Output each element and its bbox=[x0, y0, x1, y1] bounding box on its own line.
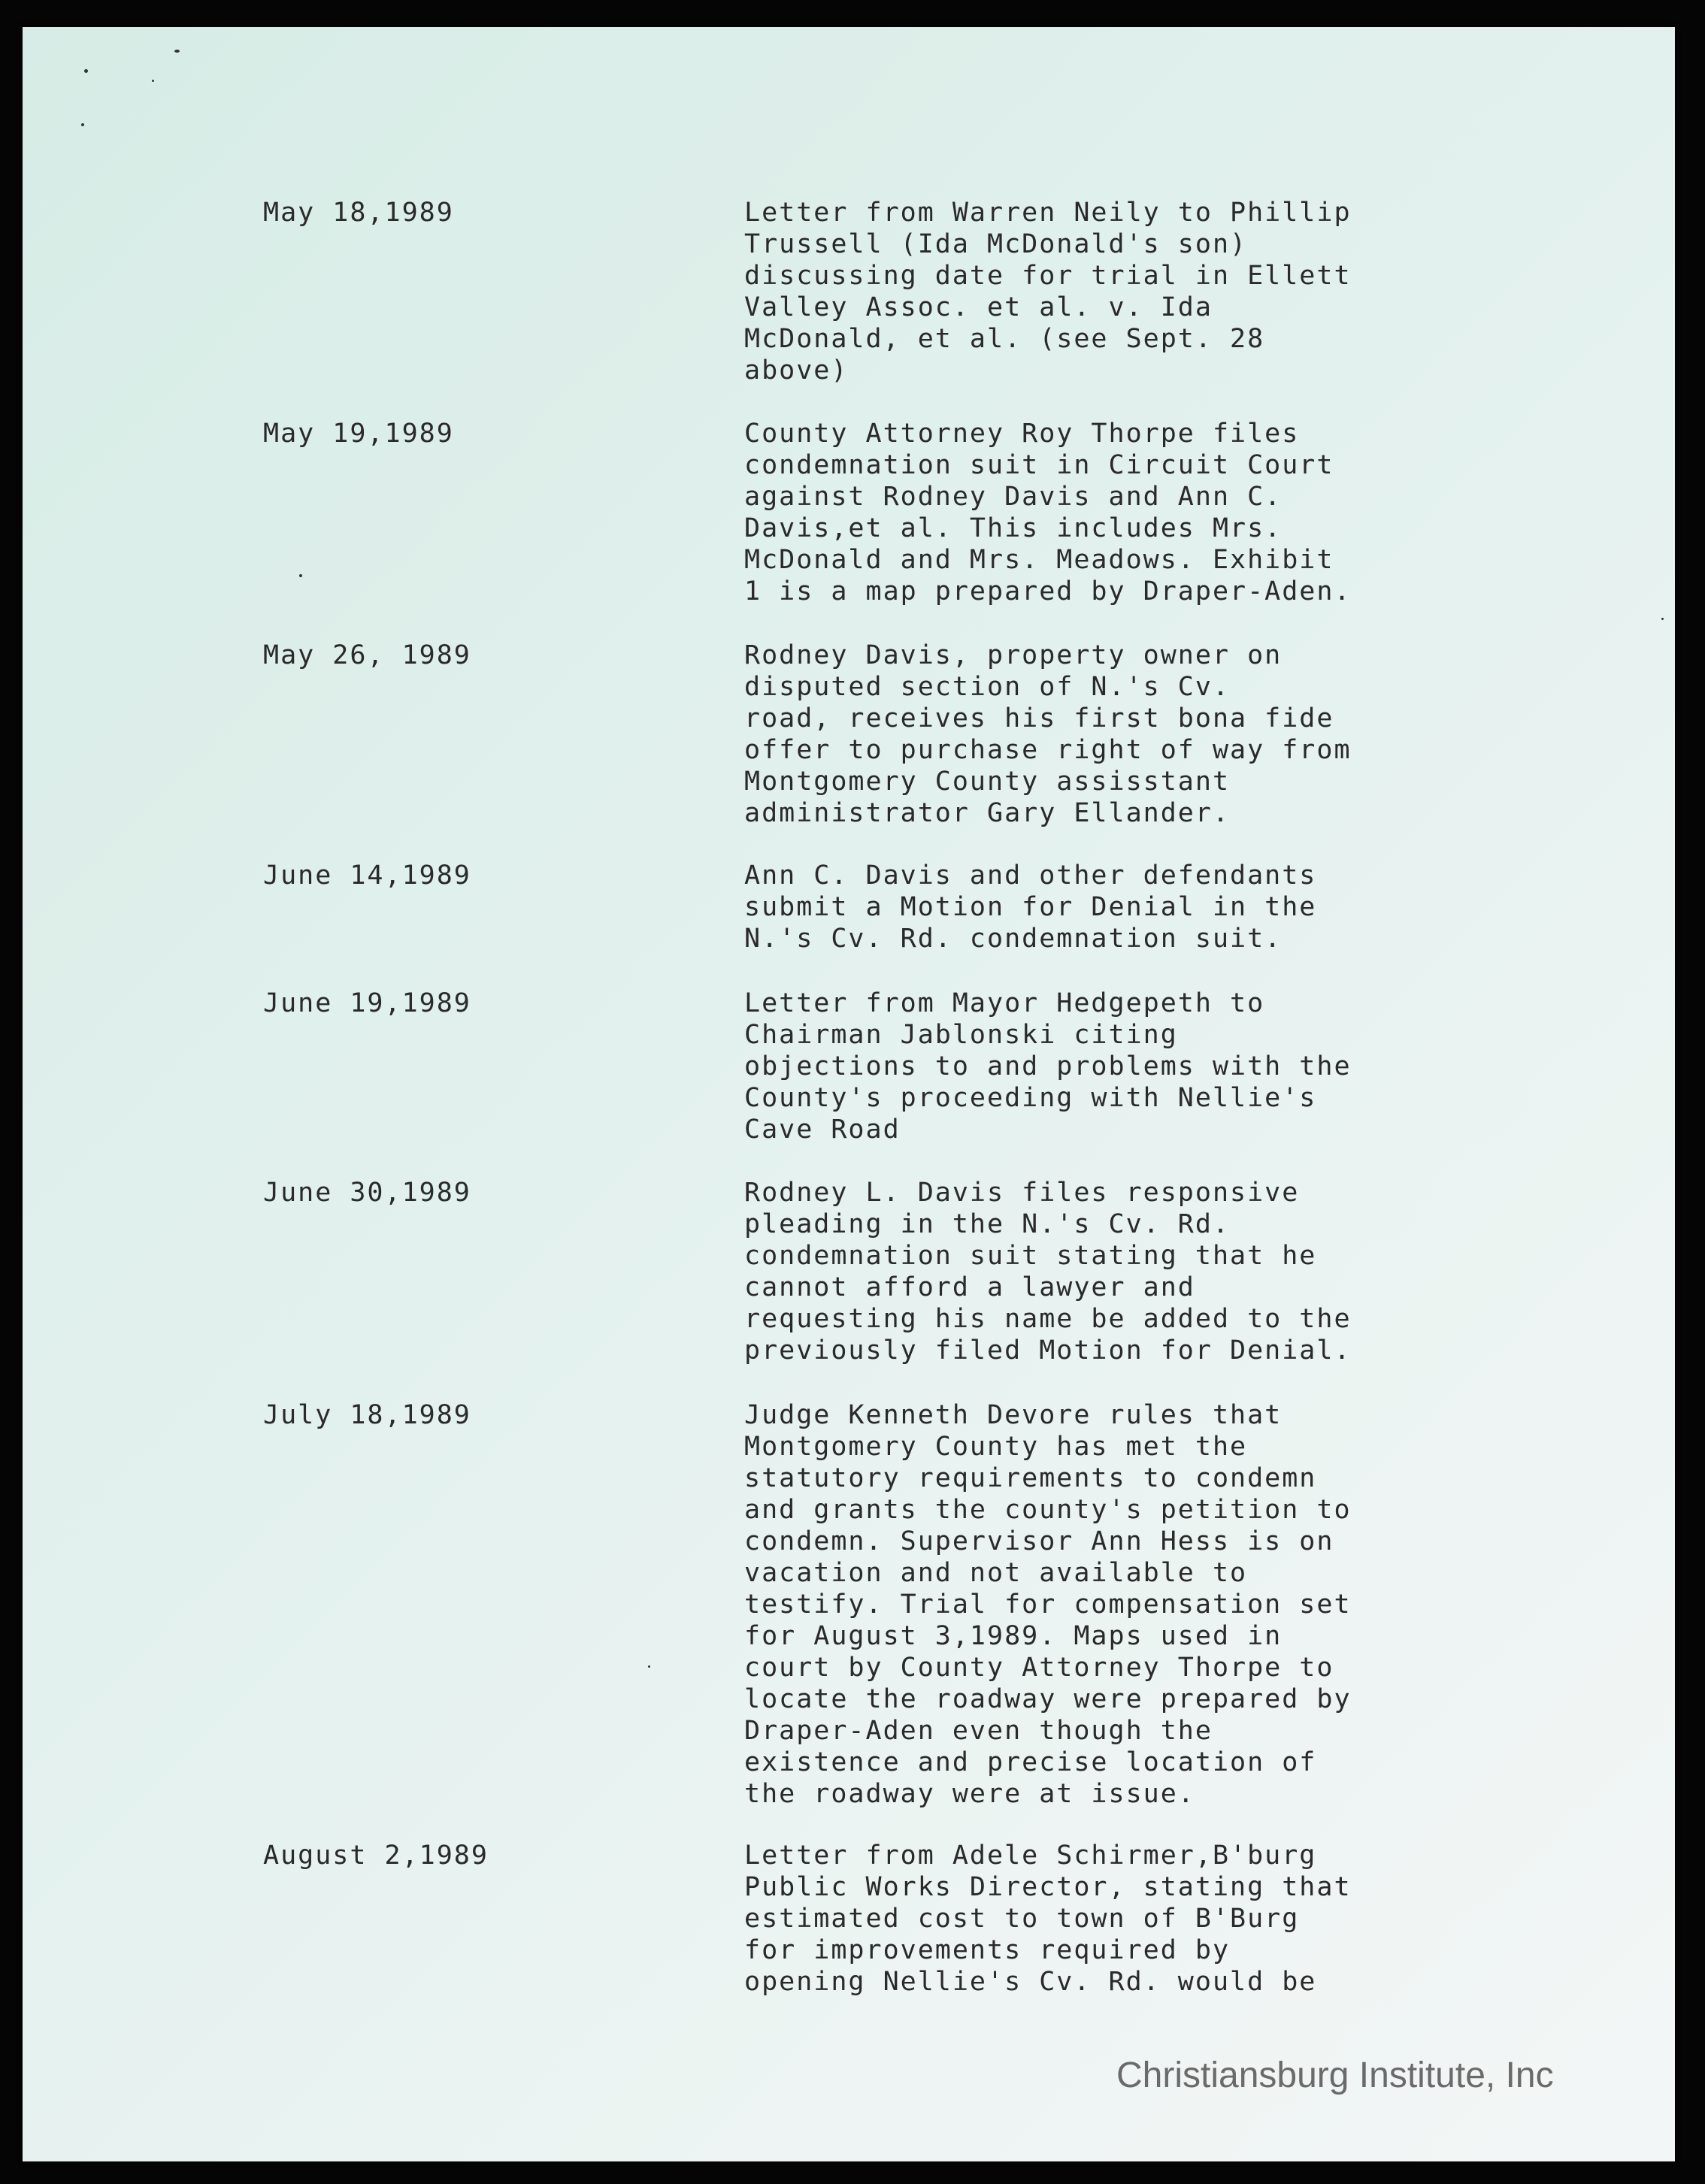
description-line: McDonald, et al. (see Sept. 28 bbox=[744, 324, 1265, 354]
description-line: existence and precise location of bbox=[744, 1747, 1317, 1777]
description-line: statutory requirements to condemn bbox=[744, 1463, 1317, 1493]
paper-speck bbox=[648, 1665, 650, 1668]
description-line: disputed section of N.'s Cv. bbox=[744, 672, 1231, 702]
description-line: Rodney L. Davis files responsive bbox=[744, 1178, 1300, 1208]
description-line: against Rodney Davis and Ann C. bbox=[744, 482, 1283, 512]
entry-date: June 19,1989 bbox=[263, 988, 471, 1018]
description-line: the roadway were at issue. bbox=[744, 1779, 1195, 1809]
description-line: vacation and not available to bbox=[744, 1558, 1248, 1588]
description-line: estimated cost to town of B'Burg bbox=[744, 1904, 1300, 1934]
paper-speck bbox=[299, 574, 302, 577]
entry-description bbox=[744, 418, 1481, 607]
description-line: Davis,et al. This includes Mrs. bbox=[744, 513, 1283, 543]
description-line: condemnation suit in Circuit Court bbox=[744, 450, 1334, 480]
entry-description bbox=[744, 640, 1481, 829]
description-line: County Attorney Roy Thorpe files bbox=[744, 419, 1300, 449]
description-line: 1 is a map prepared by Draper-Aden. bbox=[744, 576, 1352, 606]
description-line: requesting his name be added to the bbox=[744, 1304, 1352, 1334]
description-line: Ann C. Davis and other defendants bbox=[744, 861, 1317, 891]
paper-speck bbox=[152, 80, 154, 82]
description-line: for improvements required by bbox=[744, 1935, 1231, 1965]
description-line: Letter from Mayor Hedgepeth to bbox=[744, 988, 1265, 1018]
description-line: Letter from Adele Schirmer,B'burg bbox=[744, 1841, 1317, 1871]
description-line: condemnation suit stating that he bbox=[744, 1241, 1317, 1271]
description-line: opening Nellie's Cv. Rd. would be bbox=[744, 1967, 1317, 1997]
description-line: County's proceeding with Nellie's bbox=[744, 1083, 1317, 1113]
description-line: Cave Road bbox=[744, 1115, 901, 1145]
description-line: N.'s Cv. Rd. condemnation suit. bbox=[744, 924, 1283, 954]
description-line: court by County Attorney Thorpe to bbox=[744, 1653, 1334, 1683]
description-line: Valley Assoc. et al. v. Ida bbox=[744, 292, 1213, 322]
description-line: administrator Gary Ellander. bbox=[744, 798, 1231, 828]
description-line: road, receives his first bona fide bbox=[744, 703, 1334, 734]
description-line: for August 3,1989. Maps used in bbox=[744, 1621, 1283, 1651]
description-line: offer to purchase right of way from bbox=[744, 735, 1352, 765]
document-page bbox=[23, 27, 1675, 2161]
description-line: Rodney Davis, property owner on bbox=[744, 640, 1283, 670]
entry-date: June 14,1989 bbox=[263, 861, 471, 891]
watermark: Christiansburg Institute, Inc bbox=[1116, 2055, 1554, 2095]
paper-speck bbox=[174, 50, 180, 53]
description-line: cannot afford a lawyer and bbox=[744, 1272, 1195, 1302]
entry-description bbox=[744, 860, 1481, 954]
entry-date: July 18,1989 bbox=[263, 1400, 471, 1430]
entry-description bbox=[744, 1177, 1481, 1366]
description-line: Montgomery County has met the bbox=[744, 1432, 1248, 1462]
description-line: McDonald and Mrs. Meadows. Exhibit bbox=[744, 545, 1334, 575]
entry-date: August 2,1989 bbox=[263, 1841, 489, 1871]
description-line: previously filed Motion for Denial. bbox=[744, 1336, 1352, 1366]
description-line: condemn. Supervisor Ann Hess is on bbox=[744, 1526, 1334, 1556]
description-line: pleading in the N.'s Cv. Rd. bbox=[744, 1209, 1231, 1239]
description-line: Montgomery County assisstant bbox=[744, 767, 1231, 797]
entry-description bbox=[744, 1840, 1481, 1998]
description-line: Trussell (Ida McDonald's son) bbox=[744, 229, 1248, 259]
description-line: testify. Trial for compensation set bbox=[744, 1590, 1352, 1620]
description-line: objections to and problems with the bbox=[744, 1051, 1352, 1081]
entry-description bbox=[744, 1399, 1481, 1810]
entry-date: May 19,1989 bbox=[263, 419, 454, 449]
entry-date: May 26, 1989 bbox=[263, 640, 471, 670]
description-line: submit a Motion for Denial in the bbox=[744, 892, 1317, 922]
description-line: above) bbox=[744, 355, 849, 386]
description-line: Judge Kenneth Devore rules that bbox=[744, 1400, 1283, 1430]
description-line: discussing date for trial in Ellett bbox=[744, 261, 1352, 291]
paper-speck bbox=[84, 69, 88, 73]
description-line: Public Works Director, stating that bbox=[744, 1872, 1352, 1902]
entry-description bbox=[744, 988, 1481, 1145]
entry-date: May 18,1989 bbox=[263, 198, 454, 228]
entry-date: June 30,1989 bbox=[263, 1178, 471, 1208]
description-line: and grants the county's petition to bbox=[744, 1495, 1352, 1525]
paper-speck bbox=[81, 123, 84, 126]
description-line: locate the roadway were prepared by bbox=[744, 1684, 1352, 1714]
paper-speck bbox=[1661, 618, 1664, 620]
description-line: Chairman Jablonski citing bbox=[744, 1020, 1178, 1050]
description-line: Draper-Aden even though the bbox=[744, 1716, 1213, 1746]
description-line: Letter from Warren Neily to Phillip bbox=[744, 198, 1352, 228]
entry-description bbox=[744, 197, 1481, 386]
